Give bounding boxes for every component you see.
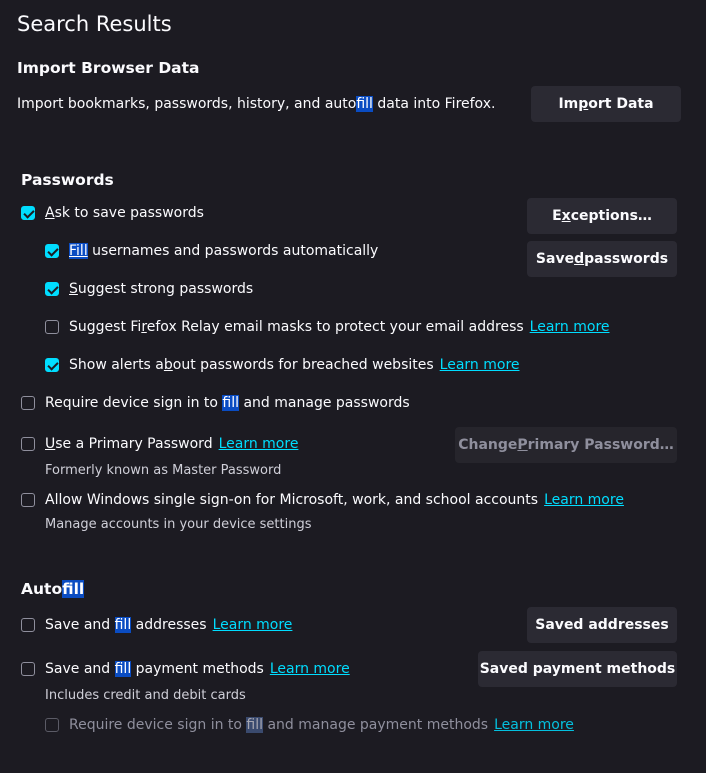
- save-addresses-row[interactable]: [21, 614, 292, 636]
- device-signin-row[interactable]: [21, 392, 410, 414]
- saved-payment-methods-button[interactable]: Saved payment methods: [478, 651, 677, 687]
- windows-sso-row[interactable]: [21, 489, 624, 511]
- save-payment-checkbox[interactable]: [21, 662, 35, 676]
- ask-save-passwords-label: Ask to save passwords: [45, 205, 204, 221]
- primary-password-learn-more-link[interactable]: Learn more: [218, 436, 299, 452]
- autofill-heading: Autofill: [21, 580, 85, 598]
- relay-learn-more-link[interactable]: Learn more: [529, 319, 610, 335]
- import-data-button[interactable]: Im p ort Data: [531, 86, 681, 122]
- primary-password-row[interactable]: [21, 433, 298, 455]
- ask-save-passwords-checkbox[interactable]: [21, 206, 35, 220]
- primary-password-note: Formerly known as Master Password: [45, 463, 282, 478]
- windows-sso-learn-more-link[interactable]: Learn more: [544, 492, 624, 508]
- payment-signin-row[interactable]: [45, 714, 574, 736]
- passwords-heading: Passwords: [21, 171, 114, 189]
- payment-signin-learn-more-link[interactable]: Learn more: [494, 717, 574, 733]
- save-payment-note: Includes credit and debit cards: [45, 688, 246, 703]
- device-signin-checkbox[interactable]: [21, 396, 35, 410]
- breach-alerts-learn-more-link[interactable]: Learn more: [439, 357, 520, 373]
- fill-usernames-row[interactable]: [45, 240, 378, 262]
- breach-alerts-row[interactable]: [45, 354, 520, 376]
- windows-sso-note: Manage accounts in your device settings: [45, 517, 312, 532]
- fill-usernames-checkbox[interactable]: [45, 244, 59, 258]
- save-payment-learn-more-link[interactable]: Learn more: [269, 661, 350, 677]
- saved-passwords-button[interactable]: Save d passwords: [527, 241, 677, 277]
- save-addresses-checkbox[interactable]: [21, 618, 35, 632]
- relay-row[interactable]: [45, 316, 610, 338]
- import-description: Import bookmarks, passwords, history, and autofill data into Firefox.: [17, 96, 496, 112]
- primary-password-checkbox[interactable]: [21, 437, 35, 451]
- payment-signin-checkbox[interactable]: [45, 718, 59, 732]
- windows-sso-checkbox[interactable]: [21, 493, 35, 507]
- suggest-strong-row[interactable]: [45, 278, 253, 300]
- breach-alerts-checkbox[interactable]: [45, 358, 59, 372]
- relay-checkbox[interactable]: [45, 320, 59, 334]
- save-addresses-learn-more-link[interactable]: Learn more: [212, 617, 293, 633]
- primary-password-label: Use a Primary Password: [45, 436, 213, 452]
- ask-save-passwords-row[interactable]: [21, 202, 204, 224]
- suggest-strong-checkbox[interactable]: [45, 282, 59, 296]
- saved-addresses-button[interactable]: Saved addresses: [527, 607, 677, 643]
- change-primary-password-button[interactable]: Change P rimary Password…: [455, 427, 677, 463]
- suggest-strong-label: Suggest strong passwords: [69, 281, 254, 297]
- windows-sso-label: Allow Windows single sign-on for Microsoft, work, and school accounts: [45, 492, 539, 508]
- save-payment-label: Save and fill payment methods: [45, 661, 264, 677]
- save-payment-row[interactable]: [21, 658, 350, 680]
- fill-usernames-label: Fill usernames and passwords automatically: [69, 243, 379, 259]
- breach-alerts-label: Show alerts about passwords for breached websites: [69, 357, 434, 373]
- device-signin-label: Require device sign in to fill and manage passwords: [45, 395, 410, 411]
- payment-signin-label: Require device sign in to fill and manage payment methods: [69, 717, 489, 733]
- exceptions-button[interactable]: E x ceptions…: [527, 198, 677, 234]
- page-title: Search Results: [17, 12, 172, 36]
- relay-label: Suggest Firefox Relay email masks to protect your email address: [69, 319, 524, 335]
- import-heading: Import Browser Data: [17, 59, 200, 77]
- save-addresses-label: Save and fill addresses: [45, 617, 207, 633]
